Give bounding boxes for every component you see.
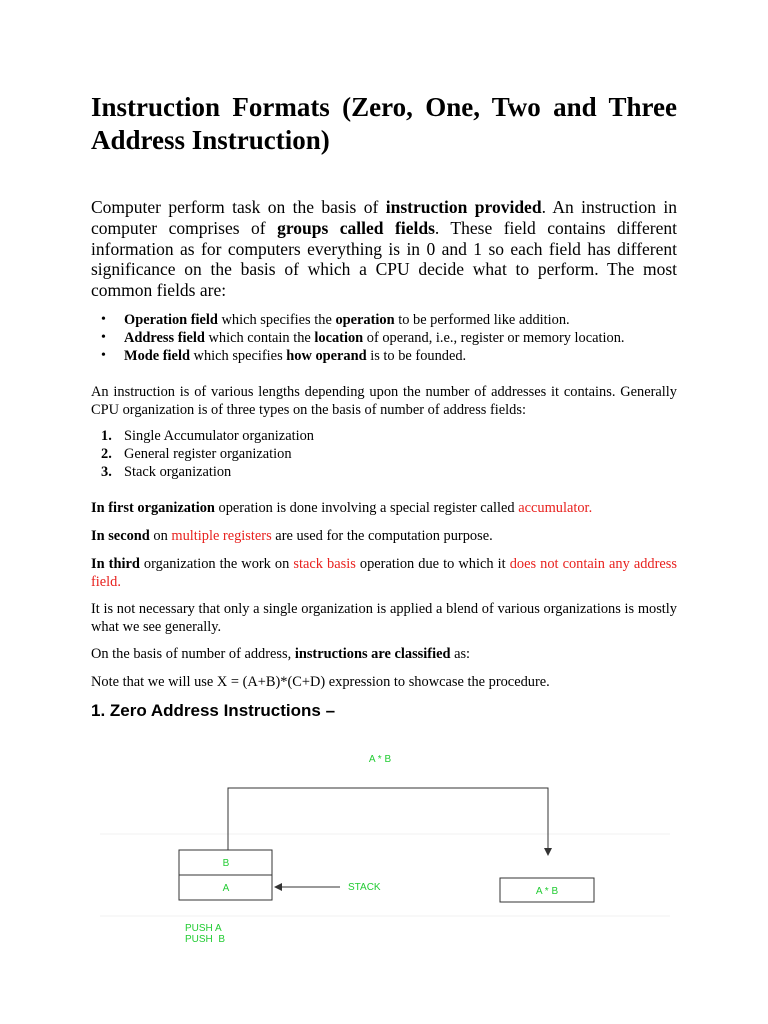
list-item: 2. General register organization (101, 446, 292, 462)
section-heading: 1. Zero Address Instructions – (91, 701, 336, 720)
basis-paragraph: On the basis of number of address, instructions are classified as: (91, 646, 471, 662)
organization-list (91, 427, 677, 481)
result-label: A * B (535, 886, 559, 897)
stack-cell-a-label: A (222, 883, 230, 894)
second-organization-paragraph: In second on multiple registers are used for the computation purpose. (91, 528, 493, 544)
stack-cell-b-label: B (222, 858, 230, 869)
list-item: 1. Single Accumulator organization (101, 428, 314, 444)
zero-address-diagram (90, 740, 680, 960)
note-paragraph: Note that we will use X = (A+B)*(C+D) expression to showcase the procedure. (91, 674, 550, 690)
intro-paragraph: Computer perform task on the basis of instruction provided. An instruction in computer comprises of groups called fields. These field contains different information as for computers everything is in 0 and 1 so each field has different significance on the basis of which a CPU decide what to perform. The most common fields are: (91, 197, 677, 301)
blend-paragraph: It is not necessary that only a single organization is applied a blend of various organizations is mostly what we see generally. (91, 601, 677, 635)
fields-list (91, 311, 677, 365)
list-item: • Operation field which specifies the operation to be performed like addition. (91, 311, 677, 329)
list-item: • Address field which contain the location of operand, i.e., register or memory location. (91, 329, 677, 347)
result-connector-arrow (228, 788, 548, 855)
stack-label: STACK (348, 882, 381, 893)
list-item: 3. Stack organization (101, 464, 232, 480)
lengths-paragraph: An instruction is of various lengths depending upon the number of addresses it contains. Generally CPU organization is of three types on the basis of number of address fields: (91, 384, 677, 418)
list-item: • Mode field which specifies how operand is to be founded. (91, 347, 677, 365)
push-a-label: PUSH A (185, 923, 222, 934)
third-organization-paragraph: In third organization the work on stack basis operation due to which it does not contain any address field. (91, 556, 678, 590)
first-organization-paragraph: In first organization operation is done involving a special register called accumulator. (91, 500, 593, 516)
top-operation-label: A * B (368, 754, 392, 765)
page-title: Instruction Formats (Zero, One, Two and Three Address Instruction) (91, 92, 677, 155)
push-b-label: PUSH B (185, 934, 226, 945)
